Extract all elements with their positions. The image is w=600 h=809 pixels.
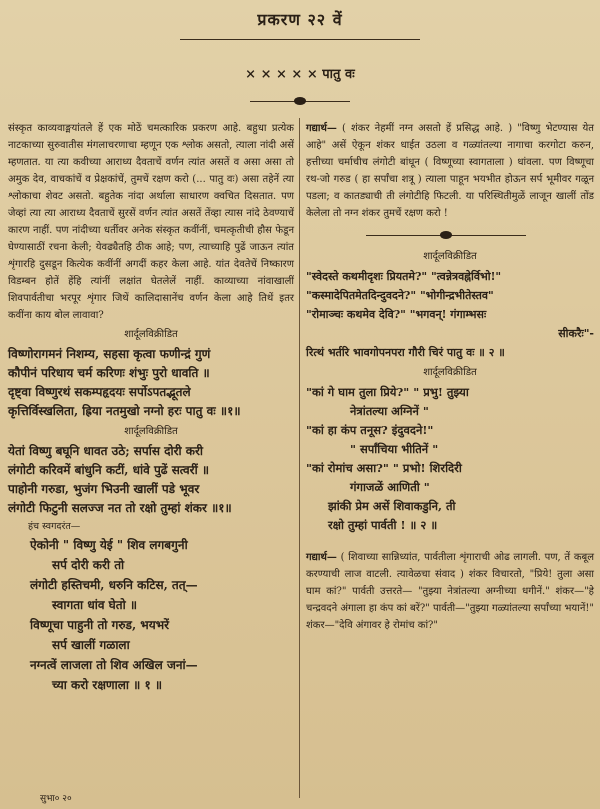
- verse-line: पाहोनी गरुडा, भुजंग भिउनी खालीं पडे भूवर: [8, 482, 200, 496]
- gadyartha-1: [306, 120, 594, 222]
- verse-line: गंगाजळें आणिती ": [350, 480, 430, 494]
- ornament-divider: [180, 34, 420, 44]
- verse-line: लंगोटी करिवमें बांधुनि कटीं, धांवे पुढें सत्वरीं ॥: [8, 463, 210, 477]
- marathi-verse-1: [8, 442, 294, 518]
- column-divider: [299, 118, 300, 798]
- verse-line: रक्षो तुम्हां पार्वती ! ॥ २ ॥: [328, 518, 438, 532]
- verse-line: च्या करो रक्षणाला ॥ १ ॥: [52, 678, 163, 692]
- chapter-subtitle: × × × × × पातु वः: [245, 67, 355, 82]
- verse-line: नेत्रांतल्या अग्निनें ": [350, 404, 429, 418]
- verse-line: ऐकोनी " विष्णु येई " शिव लगबगुनी: [30, 538, 188, 552]
- verse-line: दृष्ट्वा विष्णुरथं सकम्पहृदयः सर्पोऽपतद्भूतले: [8, 385, 191, 399]
- right-column: [306, 120, 594, 634]
- ornament-flourish: [250, 96, 350, 106]
- verse-line: विष्णोरागमनं निशम्य, सहसा कृत्वा फणीन्द्रं गुणं: [8, 347, 211, 361]
- sanskrit-verse-1: [8, 345, 294, 421]
- chapter-title: प्रकरण २२ वें: [257, 10, 343, 29]
- left-column: [8, 120, 294, 695]
- meter-label: शार्दूलविक्रीडित: [124, 426, 178, 437]
- verse-line: सर्प दोरी करी तो: [52, 558, 125, 572]
- page-footer: सुभा० २०: [40, 794, 72, 804]
- sanskrit-verse-2: [306, 267, 594, 362]
- meter-label: शार्दूलविक्रीडित: [423, 251, 477, 262]
- gadyartha-label: गद्यार्थ—: [306, 552, 337, 563]
- verse-line: "रोमाञ्चः कथमेव देवि?" "भगवन्! गंगाम्भसः: [306, 308, 487, 321]
- verse-line: "कां रोमांच असा?" " प्रभो! शिरदिरी: [306, 461, 462, 475]
- verse-line: " सर्पांचिया भीतिनें ": [350, 442, 439, 456]
- verse-line: झांकी प्रेम असें शिवाकडुनि, ती: [328, 499, 456, 513]
- marathi-verse-2: [8, 535, 294, 695]
- verse-line: नग्नत्वें लाजला तो शिव अखिल जनां—: [30, 658, 198, 672]
- verse-line: सर्प खालीं गळाला: [52, 638, 130, 652]
- gadyartha-label: गद्यार्थ—: [306, 123, 337, 134]
- verse-line: लंगोटी हस्तिचमी, धरुनि कटिस, तत्—: [30, 578, 198, 592]
- intro-paragraph: संस्कृत काव्यवाङ्मयांतले हें एक मोठें चमत्कारिक प्रकरण आहे. बहुधा प्रत्येक नाटकाच्या सुरुवातीस मंगलाचरणाचा म्हणून एक श्लोक असतो, त्याला नांदी असें म्हणतात. या त्या कवीच्या आराध्य दैवताचें वर्णन त्यांत असतें व असा असा तो अमुक देव, वाचकांचें व प्रेक्षकांचें, तुमचें रक्षण करो (... पातु वः) असा तहेनें त्या श्लोकाचा शेवट असतो. बहुतेक नांदा अर्थाला साधारण क्वचित दिसतात. पण जेव्हां त्या त्या आराध्य दैवताचें सुरसें वर्णन त्यांत असतें तेंव्हा त्यास नांदे ठेवण्याचें कारण नाहीं. पण नांदीच्या धर्तीवर अनेक संस्कृत कवींनीं, चमत्कृतीची हौस फेडून घेण्यासाठीं रचना केली; येवढ्यैतहि ठीक आहे; पण, त्याच्याहि पुढें जाऊन त्यांत शृंगारहि दुसडून कित्येक कवींनीं अगदीं कहर केला आहे. यांत देवतेचें निष्कारण विडम्बन होतें हेंहि त्यांनीं लक्षांत घेतलेलें नाहीं. काव्याच्या नांवाखालीं शिवपार्वतीचा भरपूर शृंगार जिथें कालिदासानेंच वर्णन केला आहे तिथें इतर कवींना काय बोल लावावा?: [8, 123, 294, 321]
- verse-line: "कां हा कंप तनूस? इंदुवदने!": [306, 423, 434, 437]
- verse-line: येतां विष्णु बघूनि धावत उठे; सर्पास दोरी करी: [8, 444, 204, 458]
- verse-line: विष्णूचा पाहुनी तो गरुड, भयभरें: [30, 618, 170, 632]
- meter-label: शार्दूलविक्रीडित: [423, 367, 477, 378]
- verse-line: लंगोटी फिटुनी सलज्ज नत तो रक्षो तुम्हां शंकर ॥१॥: [8, 501, 232, 515]
- verse-line: "कस्मादेपितमेतदिन्दुवदने?" "भोगीन्द्रभीतेस्तव": [306, 289, 494, 302]
- verse-line: रित्थं भर्तरि भावगोपनपरा गौरी चिरं पातु वः ॥ २ ॥: [306, 346, 505, 359]
- verse-line: कृत्तिर्विस्खलिता, ह्रिया नतमुखो नग्नो हरः पातु वः ॥१॥: [8, 404, 241, 418]
- gadyartha-text: ( शिवाच्या सान्निध्यांत, पार्वतीला शृंगाराची ओढ लागली. पण, तें कबूल करण्याची लाज वाटली. त्यावेळचा संवाद ) शंकर विचारतो, "प्रिये! तुला असा घाम कां?" पार्वती उत्तरते— "तुझ्या नेत्रांतल्या अग्नीच्या धगीनें." शंकर—"हे चन्द्रवदने अंगाला हा कंप कां बरें?" पार्वती—"तुझ्या गळ्यांतल्या सर्पांच्या भयानें!" शंकर—"देवि अंगावर हे रोमांच कां?": [306, 552, 594, 631]
- ornament-flourish: [366, 230, 526, 240]
- marathi-verse-3: [306, 383, 594, 535]
- gadyartha-2: [306, 549, 594, 634]
- verse-line: कौपीनं परिधाय चर्म करिणः शंभुः पुरो धावति ॥: [8, 366, 210, 380]
- verse-line: "स्वेदस्ते कथमीदृशः प्रियतमे?" "त्वन्नेत्रवह्नेर्विभो!": [306, 270, 502, 283]
- verse-line: स्वागता धांव घेतो ॥: [52, 598, 138, 612]
- verse-line: सीकरैः"-: [558, 327, 594, 340]
- meter-label: हंच स्वगदरंत—: [28, 521, 81, 532]
- verse-line: "कां गे घाम तुला प्रिये?" " प्रभु! तुझ्या: [306, 385, 469, 399]
- meter-label: शार्दूलविक्रीडित: [124, 329, 178, 340]
- gadyartha-text: ( शंकर नेहमीं नग्न असतो हें प्रसिद्ध आहे. ) "विष्णु भेटण्यास येत आहे" असें ऐकून शंकर धाईत उठला व गळ्यांतल्या नागाचा करगोटा करुन, हत्तीच्या चर्माचीच लंगोटी बांधून ( विष्णूच्या स्वागताला ) धांवला. पण विष्णूचा रथ-जो गरुड ( हा सर्पांचा शत्रू ) त्याला पाहून भयभीत होऊन सर्प भूमीवर गळून पडला; व कातड्याची ती लंगोटीहि फिटली. या परिस्थितीमुळें लाजून खालीं तोंड केलेला तो नग्न शंकर तुमचें रक्षण करो !: [306, 123, 594, 219]
